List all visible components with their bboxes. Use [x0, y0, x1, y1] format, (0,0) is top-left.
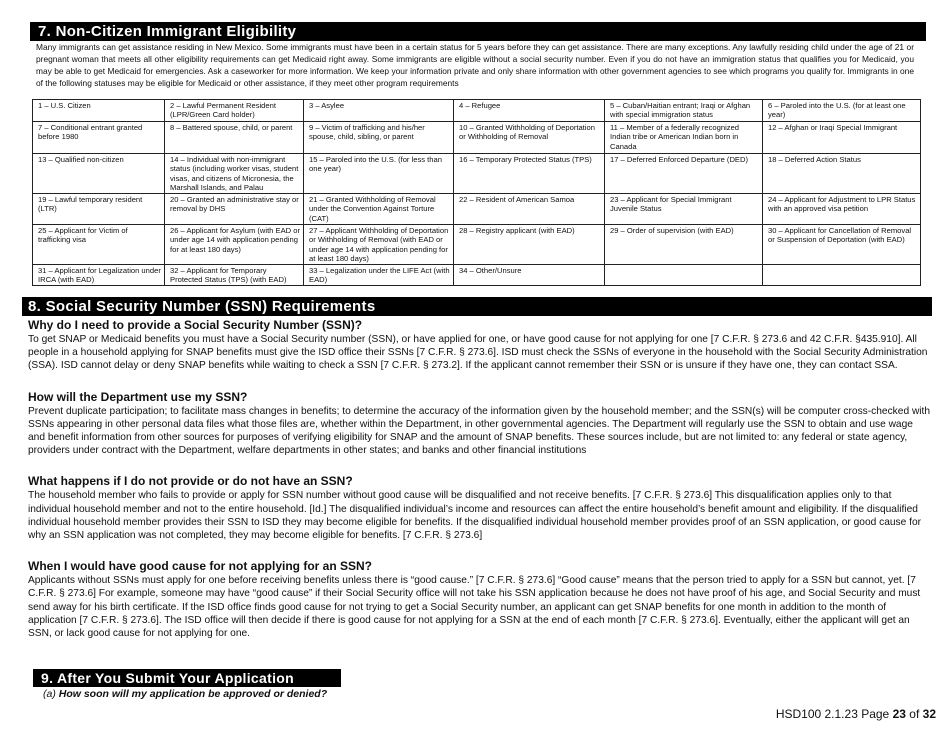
table-cell: 28 – Registry applicant (with EAD): [454, 225, 605, 265]
table-cell: 26 – Applicant for Asylum (with EAD or under age 14 with application pending for at least 180 days): [165, 225, 304, 265]
page-total: 32: [922, 707, 936, 721]
table-cell: [763, 265, 921, 286]
table-cell: 5 – Cuban/Haitian entrant; Iraqi or Afghan with special immigration status: [605, 100, 763, 122]
table-row: [33, 154, 921, 194]
table-cell: 3 – Asylee: [304, 100, 454, 122]
answer-paragraph: Applicants without SSNs must apply for one before receiving benefits unless there is “good cause.” [7 C.F.R. § 273.6] “Good cause” means that the person tried to apply for a SSN but cannot, yet. [7 C.F.R. § 273.6] For example, someone may have “good cause” if their Social Security office will not take his SSN application because he does not have proof of his age, and Social Security and must send away for his birth certificate. If the ISD office finds good cause for not trying to get a Social Security number, an applicant can get SNAP benefits for one month in addition to the month of application [7 C.F.R. § 273.6]. The ISD office will then decide if there is good cause for not applying for a SSN at the end of each month [7 C.F.R. § 273.6]. Eventually, either the applicant will get an SSN, or lack good cause for not applying for one.: [28, 575, 921, 640]
table-cell: 29 – Order of supervision (with EAD): [605, 225, 763, 265]
subquestion-letter: (a): [43, 688, 56, 700]
table-cell: 8 – Battered spouse, child, or parent: [165, 122, 304, 154]
section-8-body: [28, 318, 932, 657]
table-row: [33, 194, 921, 225]
table-cell: 19 – Lawful temporary resident (LTR): [33, 194, 165, 225]
page-of: of: [909, 707, 920, 721]
section-9-heading: 9. After You Submit Your Application: [33, 669, 341, 687]
form-id: HSD100 2.1.23 Page: [775, 707, 890, 721]
answer-paragraph: The household member who fails to provide or apply for SSN number without good cause will be disqualified and not receive benefits. [7 C.F.R. § 273.6] This disqualification applies only to that individual household member and not to the entire household. [Id.] The disqualified individual’s income and resources can affect the entire household’s benefit amount and eligibility. If the disqualified individual household member provides their SSN to ISD they may become eligible for benefits. If the disqualified individual household member provides proof of an SSN application, or good cause for why an SSN application was not completed, they may become eligible for benefits. [7 C.F.R. § 273.6]: [28, 490, 922, 542]
table-row: [33, 122, 921, 154]
table-cell: 31 – Applicant for Legalization under IRCA (with EAD): [33, 265, 165, 286]
table-row: [33, 100, 921, 122]
table-cell: 13 – Qualified non-citizen: [33, 154, 165, 194]
table-cell: 16 – Temporary Protected Status (TPS): [454, 154, 605, 194]
table-cell: 30 – Applicant for Cancellation of Removal or Suspension of Deportation (with EAD): [763, 225, 921, 265]
table-cell: 33 – Legalization under the LIFE Act (with EAD): [304, 265, 454, 286]
table-cell: 34 – Other/Unsure: [454, 265, 605, 286]
subquestion-text: How soon will my application be approved or denied?: [58, 688, 328, 700]
table-row: [33, 225, 921, 265]
section-7-intro: Many immigrants can get assistance residing in New Mexico. Some immigrants must have been in a certain status for 5 years before they can get assistance. There are many exceptions. Any lawfully residing child under the age of 21 or pregnant woman that meets all other eligibility requirements can get Medicaid right away. Some immigrants are eligible without a social security number. Even if you do not have an immigration status that qualifies you for Medicaid, you may be able to get Medicaid for emergencies. Ask a caseworker for more information. We keep your information private and only share information with other government agencies to see which programs you qualify for. Immigrants in one of the following statuses may be eligible for Medicaid or other assistance, if they meet other program requirements: [36, 42, 914, 88]
question-heading: When I would have good cause for not applying for an SSN?: [28, 559, 373, 574]
table-cell: 6 – Paroled into the U.S. (for at least one year): [763, 100, 921, 122]
table-cell: 1 – U.S. Citizen: [33, 100, 165, 122]
question-heading: What happens if I do not provide or do not have an SSN?: [28, 474, 353, 489]
answer-paragraph: To get SNAP or Medicaid benefits you must have a Social Security number (SSN), or have applied for one, or have good cause for not applying for one [7 C.F.R. § 273.6 and 42 C.F.R. §435.910]. All people in a household applying for SNAP benefits must give the ISD office their SSNs [7 C.F.R. § 273.6]. ISD must check the SSNs of everyone in the household with the Social Security Administration (SSA). ISD cannot delay or deny SNAP benefits while waiting to check a SSN [7 C.F.R. § 273.2]. If the applicant cannot remember their SSN or is unsure if they have one, they can contact SSA.: [28, 334, 928, 372]
section-7-heading: 7. Non-Citizen Immigrant Eligibility: [30, 22, 926, 41]
table-cell: 2 – Lawful Permanent Resident (LPR/Green Card holder): [165, 100, 304, 122]
table-cell: 14 – Individual with non-immigrant status (including worker visas, student visas, and citizens of Micronesia, the Marshall Islands, and Palau: [165, 154, 304, 194]
table-cell: 15 – Paroled into the U.S. (for less than one year): [304, 154, 454, 194]
table-cell: 24 – Applicant for Adjustment to LPR Status with an approved visa petition: [763, 194, 921, 225]
table-row: [33, 265, 921, 286]
table-cell: [605, 265, 763, 286]
table-cell: 20 – Granted an administrative stay or removal by DHS: [165, 194, 304, 225]
table-cell: 7 – Conditional entrant granted before 1980: [33, 122, 165, 154]
table-cell: 21 – Granted Withholding of Removal under the Convention Against Torture (CAT): [304, 194, 454, 225]
table-cell: 17 – Deferred Enforced Departure (DED): [605, 154, 763, 194]
section-9-subquestion: [43, 688, 327, 700]
table-cell: 4 – Refugee: [454, 100, 605, 122]
table-cell: 9 – Victim of trafficking and his/her spouse, child, sibling, or parent: [304, 122, 454, 154]
answer-paragraph: Prevent duplicate participation; to facilitate mass changes in benefits; to determine the accuracy of the information given by the household member; and the SSN(s) will be computer cross-checked with SSNs appearing in other personal data files what those files are, whether within the Department, in other governmental agencies. The Department will regularly use the SSN to obtain and use wage and benefit information from other sources for purposes of verifying eligibility for SNAP and the amount of SNAP benefits. These sources include, but are not limited to: any federal or state agency, providers under contract with the Department, welfare departments in other states; and banks and other financial institutions: [28, 405, 931, 457]
table-cell: 32 – Applicant for Temporary Protected Status (TPS) (with EAD): [165, 265, 304, 286]
question-heading: Why do I need to provide a Social Security Number (SSN)?: [28, 318, 363, 332]
section-8-heading: 8. Social Security Number (SSN) Requirements: [22, 297, 932, 316]
immigration-status-table: [32, 99, 921, 286]
table-cell: 12 – Afghan or Iraqi Special Immigrant: [763, 122, 921, 154]
table-cell: 25 – Applicant for Victim of trafficking visa: [33, 225, 165, 265]
page-number: 23: [892, 707, 906, 721]
table-cell: 27 – Applicant Withholding of Deportation or Withholding of Removal (with EAD or under age 14 with application pending for at least 180 days): [304, 225, 454, 265]
table-cell: 11 – Member of a federally recognized Indian tribe or American Indian born in Canada: [605, 122, 763, 154]
table-cell: 18 – Deferred Action Status: [763, 154, 921, 194]
table-cell: 22 – Resident of American Samoa: [454, 194, 605, 225]
question-heading: How will the Department use my SSN?: [28, 389, 248, 404]
table-cell: 23 – Applicant for Special Immigrant Juvenile Status: [605, 194, 763, 225]
table-cell: 10 – Granted Withholding of Deportation or Withholding of Removal: [454, 122, 605, 154]
page-footer: [776, 707, 936, 721]
